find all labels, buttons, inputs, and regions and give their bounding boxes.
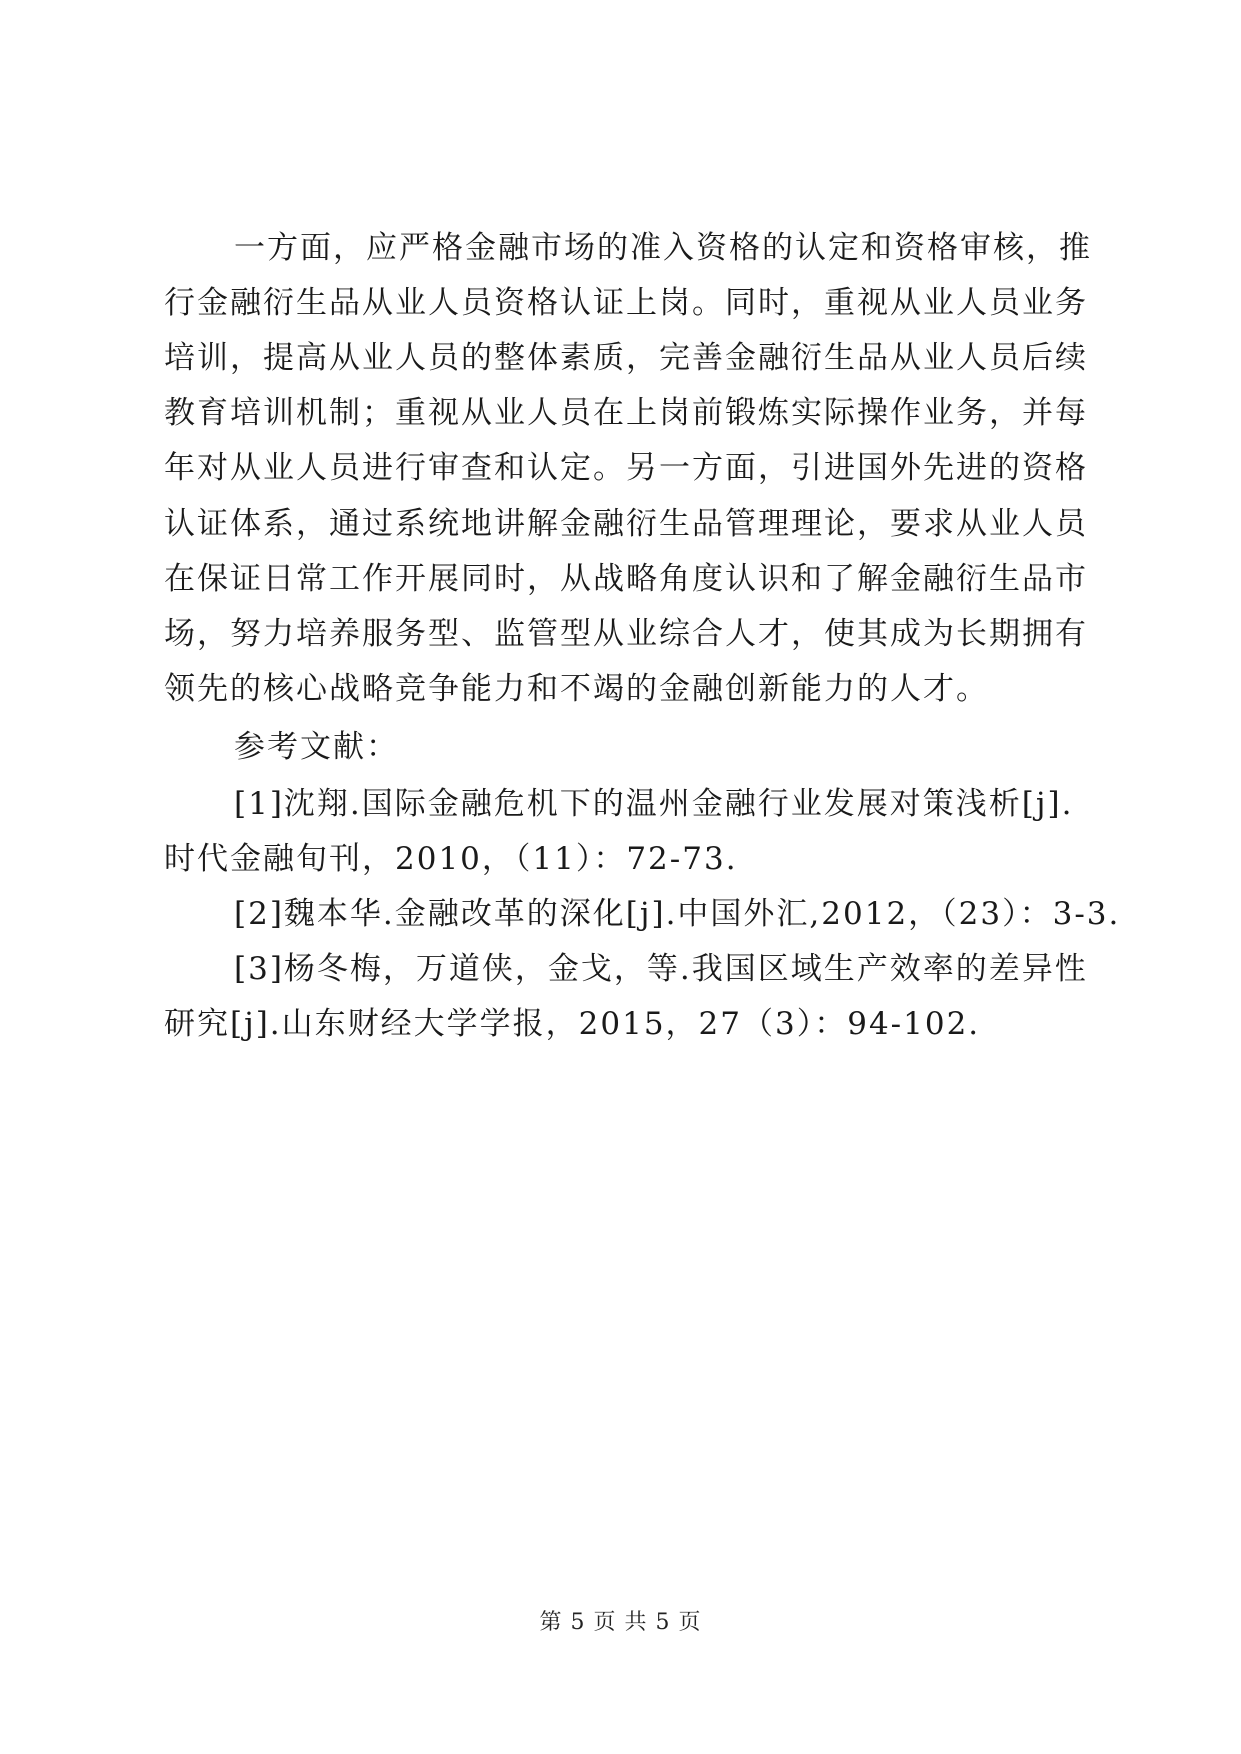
- reference-2-line-1: [2]魏本华.金融改革的深化[j].中国外汇,2012，（23）：3-3.: [234, 896, 1121, 932]
- reference-1-line-1: [1]沈翔.国际金融危机下的温州金融行业发展对策浅析[j].: [234, 786, 1074, 822]
- paragraph-line: 培训，提高从业人员的整体素质，完善金融衍生品从业人员后续: [164, 340, 1088, 376]
- paragraph-line: 场，努力培养服务型、监管型从业综合人才，使其成为长期拥有: [164, 616, 1088, 652]
- paragraph-line: 在保证日常工作开展同时，从战略角度认识和了解金融衍生品市: [164, 561, 1088, 597]
- paragraph-line: 领先的核心战略竞争能力和不竭的金融创新能力的人才。: [164, 671, 989, 707]
- reference-3-line-2: 研究[j].山东财经大学学报，2015，27（3）：94-102.: [164, 1006, 981, 1042]
- paragraph-line: 认证体系，通过系统地讲解金融衍生品管理理论，要求从业人员: [164, 506, 1088, 542]
- reference-1-line-2: 时代金融旬刊，2010，（11）：72-73.: [164, 841, 738, 877]
- paragraph-line: 行金融衍生品从业人员资格认证上岗。同时，重视从业人员业务: [164, 285, 1088, 321]
- page-number-footer: 第 5 页 共 5 页: [539, 1610, 702, 1635]
- references-heading: 参考文献：: [234, 729, 399, 765]
- paragraph-line: 年对从业人员进行审查和认定。另一方面，引进国外先进的资格: [164, 450, 1088, 486]
- paragraph-line: 一方面，应严格金融市场的准入资格的认定和资格审核，推: [234, 230, 1092, 266]
- paragraph-line: 教育培训机制；重视从业人员在上岗前锻炼实际操作业务，并每: [164, 395, 1088, 431]
- reference-3-line-1: [3]杨冬梅，万道侠，金戈，等.我国区域生产效率的差异性: [234, 951, 1088, 987]
